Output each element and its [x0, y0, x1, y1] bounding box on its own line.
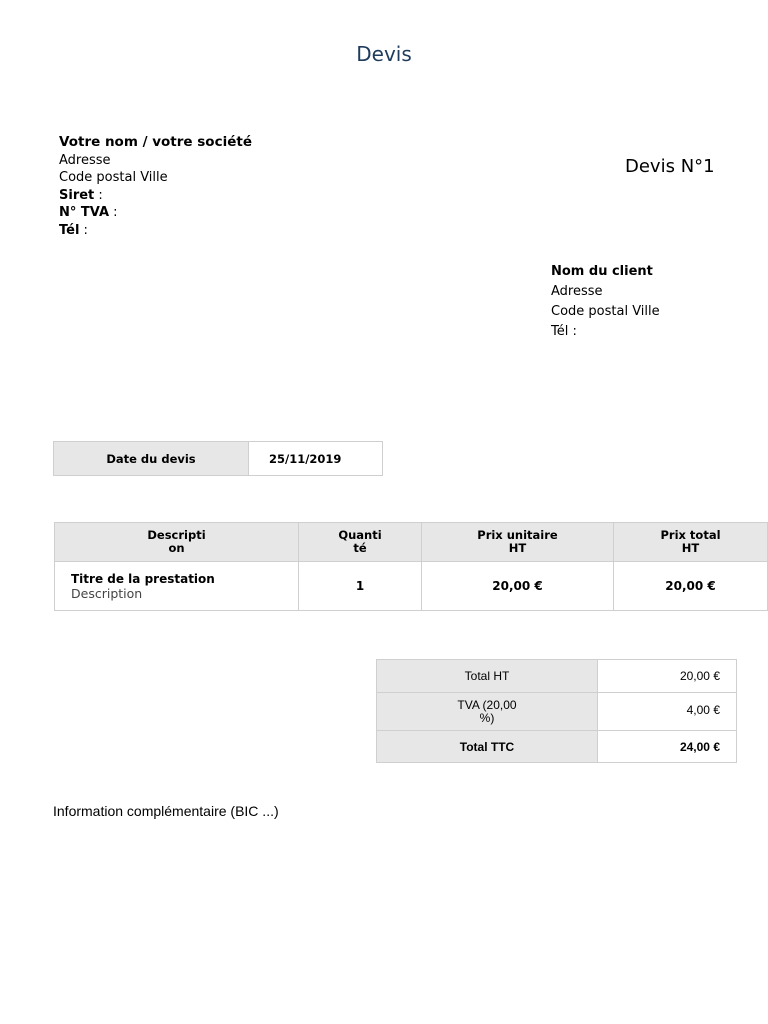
- siret-label: Siret: [59, 187, 95, 203]
- sender-phone: [59, 222, 252, 240]
- item-unit-price: 20,00 €: [422, 562, 614, 611]
- header-unit-price: Prix unitaire HT: [422, 523, 614, 562]
- sender-block: [59, 134, 252, 240]
- item-total: 20,00 €: [614, 562, 768, 611]
- vat-label: N° TVA: [59, 205, 110, 221]
- totals-row-tva: [377, 693, 737, 731]
- phone-label: Tél: [59, 222, 80, 238]
- totals-row-ht: [377, 660, 737, 693]
- quote-number: Devis N°1: [625, 156, 715, 177]
- sender-address: Adresse: [59, 152, 111, 168]
- item-title: Titre de la prestation: [71, 571, 215, 586]
- total-ht-label: Total HT: [377, 660, 598, 693]
- client-name: Nom du client: [551, 264, 653, 279]
- item-description-cell: [55, 562, 299, 611]
- header-total: Prix total HT: [614, 523, 768, 562]
- total-ttc-label: Total TTC: [377, 731, 598, 763]
- totals-row-ttc: [377, 731, 737, 763]
- siret-sep: :: [94, 187, 103, 203]
- item-quantity: 1: [299, 562, 422, 611]
- date-value: 25/11/2019: [249, 442, 383, 476]
- total-ht-value: 20,00 €: [598, 660, 737, 693]
- header-description: Descripti on: [55, 523, 299, 562]
- items-table: [54, 522, 768, 611]
- tva-value: 4,00 €: [598, 693, 737, 731]
- header-quantity: Quanti té: [299, 523, 422, 562]
- item-description: Description: [71, 585, 143, 601]
- client-block: [551, 262, 660, 342]
- sender-name: Votre nom / votre société: [59, 134, 252, 150]
- table-row: [55, 562, 768, 611]
- sender-city: Code postal Ville: [59, 170, 168, 186]
- tva-label: TVA (20,00 %): [377, 693, 598, 731]
- client-phone: Tél :: [551, 324, 577, 339]
- total-ttc-value: 24,00 €: [598, 731, 737, 763]
- client-city: Code postal Ville: [551, 304, 660, 319]
- date-table: [53, 441, 383, 476]
- vat-sep: :: [109, 205, 118, 221]
- totals-table: [376, 659, 737, 763]
- phone-sep: :: [79, 222, 88, 238]
- additional-info: Information complémentaire (BIC ...): [53, 803, 279, 819]
- document-title: Devis: [356, 42, 412, 66]
- items-header-row: [55, 523, 768, 562]
- date-label: Date du devis: [54, 442, 249, 476]
- client-address: Adresse: [551, 284, 603, 299]
- sender-siret: [59, 187, 252, 205]
- sender-vat: [59, 204, 252, 222]
